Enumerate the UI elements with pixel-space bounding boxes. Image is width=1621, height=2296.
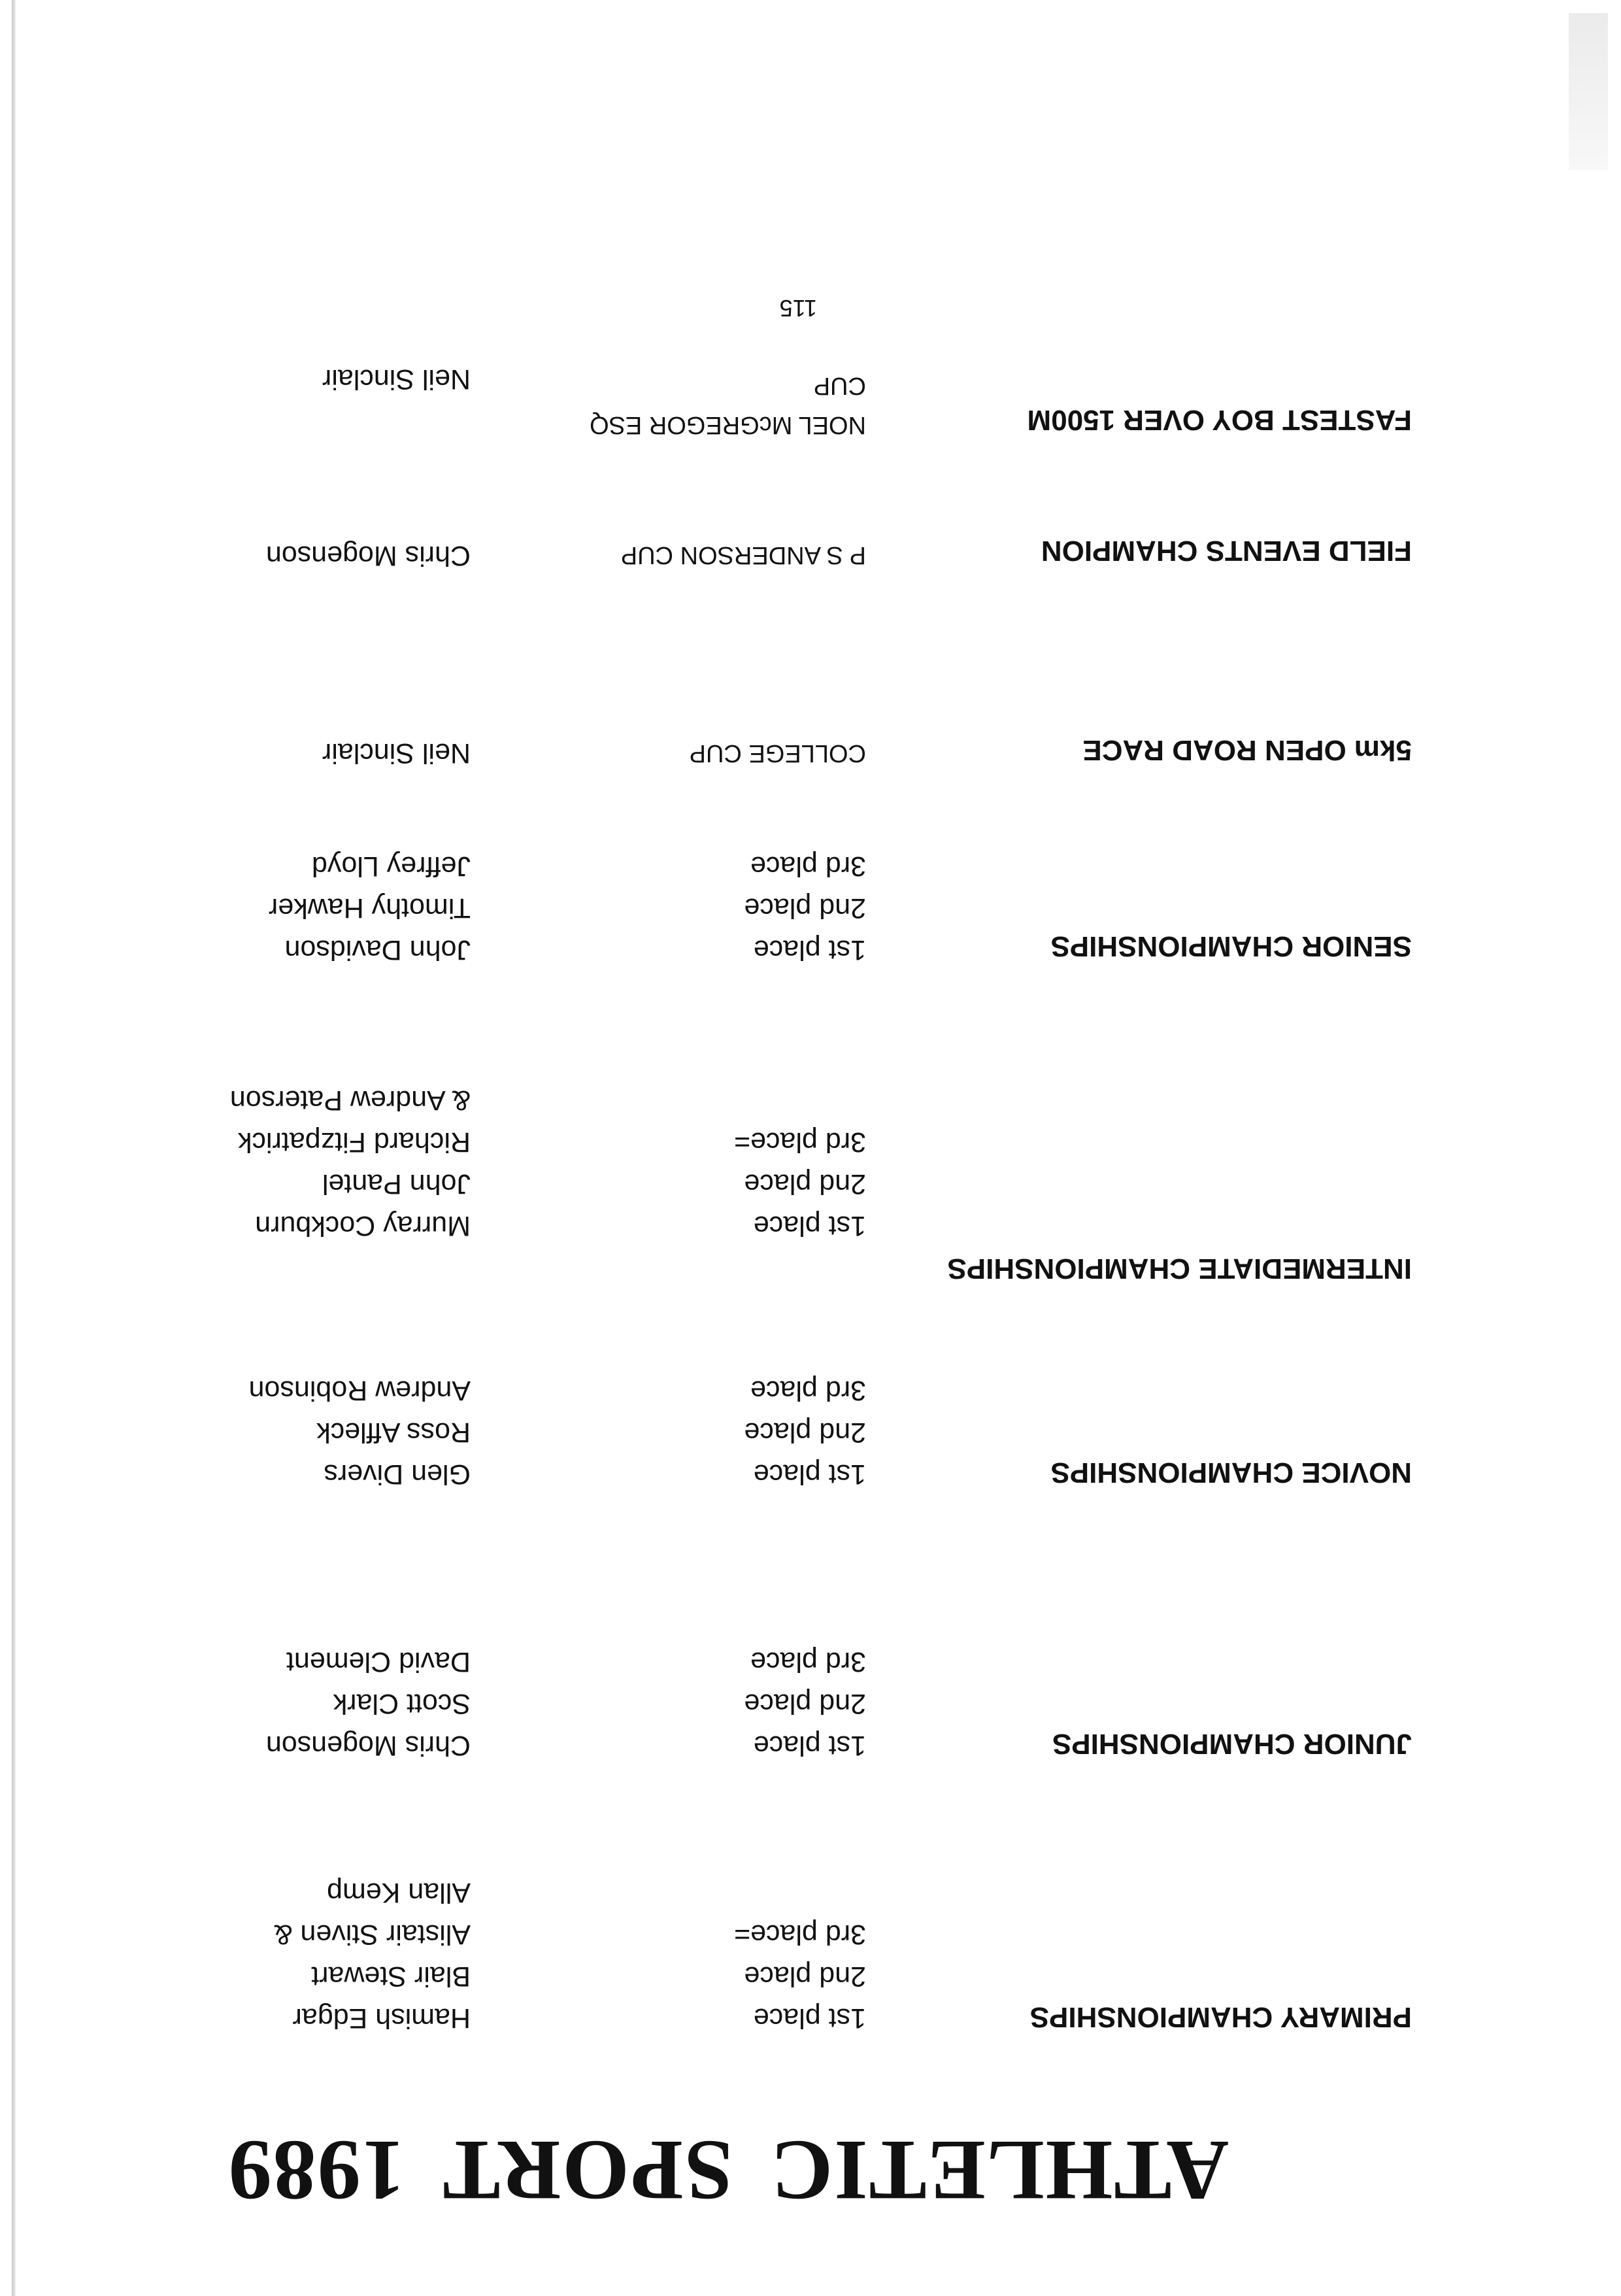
names-list <box>274 1872 471 2039</box>
place-label: 1st place <box>753 2002 866 2034</box>
trophy-winner: Chris Mogenson <box>265 540 471 571</box>
trophy-line: NOEL McGREGOR ESQ <box>590 411 866 439</box>
trophy-name <box>621 535 866 575</box>
athlete-name: John Davidson <box>284 934 471 966</box>
section-heading: PRIMARY CHAMPIONSHIPS <box>1029 2001 1412 2033</box>
athlete-name: John Pantel <box>322 1168 471 1200</box>
section-heading: SENIOR CHAMPIONSHIPS <box>1050 930 1412 962</box>
page-number: 115 <box>779 295 817 322</box>
athlete-name: Richard Fitzpatrick <box>237 1126 471 1158</box>
place-label: 2nd place <box>744 1688 866 1719</box>
place-label: 3rd place <box>750 851 866 882</box>
section-heading: INTERMEDIATE CHAMPIONSHIPS <box>947 1253 1412 1285</box>
place-label: 1st place <box>753 1459 866 1490</box>
place-label: 3rd place <box>750 1646 866 1678</box>
place-label: 2nd place <box>744 892 866 924</box>
title-word: SPORT <box>441 2123 733 2219</box>
place-label: 3rd place= <box>733 1126 866 1158</box>
athlete-name: Hamish Edgar <box>292 2002 471 2034</box>
athlete-name: Chris Mogenson <box>265 1730 471 1761</box>
trophy-heading: FASTEST BOY OVER 1500M <box>1027 404 1412 436</box>
names-list <box>266 1641 471 1766</box>
names-list <box>230 1079 471 1247</box>
trophy-line: P S ANDERSON CUP <box>620 541 866 569</box>
athlete-name: Allan Kemp <box>327 1877 471 1908</box>
place-label: 1st place <box>753 1730 866 1761</box>
place-label: 3rd place <box>750 1375 866 1406</box>
athlete-name: Blair Stewart <box>311 1961 471 1992</box>
trophy-winner: Neil Sinclair <box>322 363 471 395</box>
athlete-name: Timothy Hawker <box>268 892 471 924</box>
places-list <box>744 1370 867 1495</box>
athlete-name: Murray Cockburn <box>255 1210 471 1241</box>
names-list <box>269 845 471 971</box>
places-list <box>744 845 867 971</box>
trophy-line: CUP <box>813 372 866 399</box>
section-heading: NOVICE CHAMPIONSHIPS <box>1050 1457 1412 1489</box>
athlete-name: Alistair Stiven & <box>273 1919 471 1950</box>
place-label: 2nd place <box>744 1168 866 1200</box>
places-list <box>734 1121 866 1247</box>
title-word: 1989 <box>227 2123 405 2219</box>
trophy-name <box>690 734 866 773</box>
names-list <box>249 1370 471 1495</box>
document-title <box>227 2121 1229 2221</box>
athlete-name: Andrew Robinson <box>248 1375 471 1406</box>
trophy-line: COLLEGE CUP <box>689 739 866 767</box>
athlete-name: Ross Affleck <box>316 1417 471 1448</box>
trophy-name <box>590 366 866 445</box>
place-label: 1st place <box>753 934 866 966</box>
place-label: 3rd place= <box>733 1919 866 1950</box>
places-list <box>744 1641 867 1766</box>
trophy-heading: FIELD EVENTS CHAMPION <box>1041 535 1412 567</box>
trophy-winner: Neil Sinclair <box>322 737 471 769</box>
athlete-name: Jeffrey Lloyd <box>311 851 471 882</box>
place-label: 1st place <box>753 1210 866 1241</box>
title-word: ATHLETIC <box>769 2123 1229 2219</box>
places-list <box>734 1914 866 2039</box>
athlete-name: Glen Divers <box>324 1459 471 1490</box>
trophy-heading: 5km OPEN ROAD RACE <box>1082 734 1412 766</box>
athlete-name: David Clement <box>286 1646 471 1678</box>
place-label: 2nd place <box>744 1417 866 1448</box>
place-label: 2nd place <box>744 1961 866 1992</box>
athlete-name: & Andrew Paterson <box>229 1085 471 1116</box>
athlete-name: Scott Clark <box>333 1688 471 1719</box>
section-heading: JUNIOR CHAMPIONSHIPS <box>1052 1728 1412 1760</box>
